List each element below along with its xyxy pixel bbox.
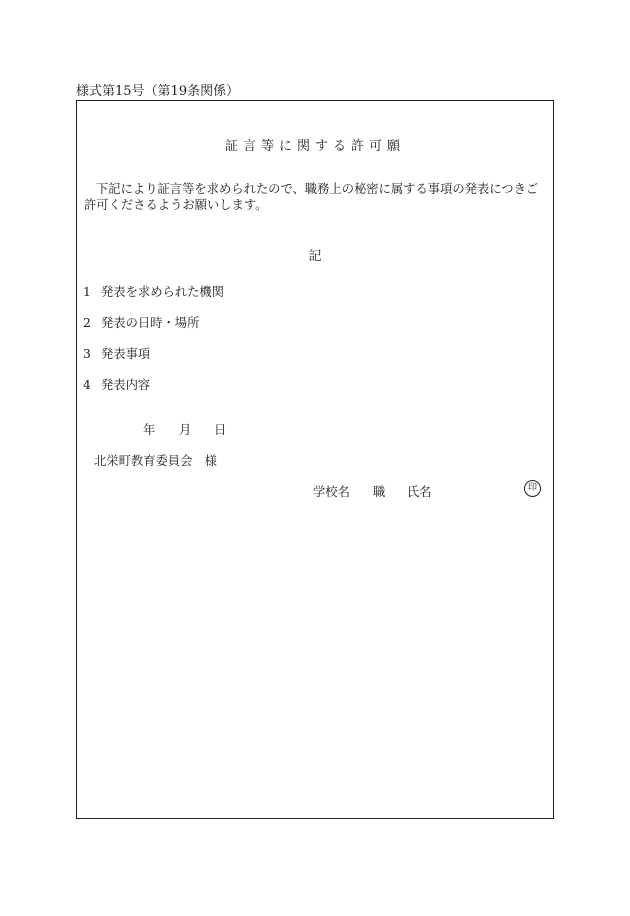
item-label: 発表内容 bbox=[101, 378, 151, 392]
item-number: 2 bbox=[83, 316, 91, 330]
school-name-label: 学校名 bbox=[313, 485, 350, 499]
item-2 bbox=[83, 313, 199, 331]
item-label: 発表を求められた機関 bbox=[101, 285, 224, 299]
position-label: 職 bbox=[373, 485, 386, 499]
item-label: 発表事項 bbox=[101, 347, 151, 361]
ki-heading: 記 bbox=[308, 249, 322, 264]
document-title: 証言等に関する許可願 bbox=[224, 139, 405, 154]
name-label: 氏名 bbox=[407, 485, 432, 499]
seal-mark: 印 bbox=[524, 480, 541, 497]
item-1 bbox=[83, 282, 224, 300]
date-day-label: 日 bbox=[214, 423, 227, 437]
item-number: 1 bbox=[83, 285, 91, 299]
item-4 bbox=[83, 375, 150, 393]
date-year-label: 年 bbox=[143, 423, 156, 437]
date-month-label: 月 bbox=[179, 423, 192, 437]
form-number: 様式第15号（第19条関係） bbox=[76, 84, 240, 99]
item-number: 4 bbox=[83, 378, 91, 392]
form-frame bbox=[76, 100, 554, 819]
item-3 bbox=[83, 344, 150, 362]
recipient: 北栄町教育委員会 様 bbox=[94, 454, 217, 468]
request-body-text: 下記により証言等を求められたので、職務上の秘密に属する事項の発表につきご許可くださるようお願いします。 bbox=[84, 182, 539, 212]
item-number: 3 bbox=[83, 347, 91, 361]
item-label: 発表の日時・場所 bbox=[101, 316, 200, 330]
